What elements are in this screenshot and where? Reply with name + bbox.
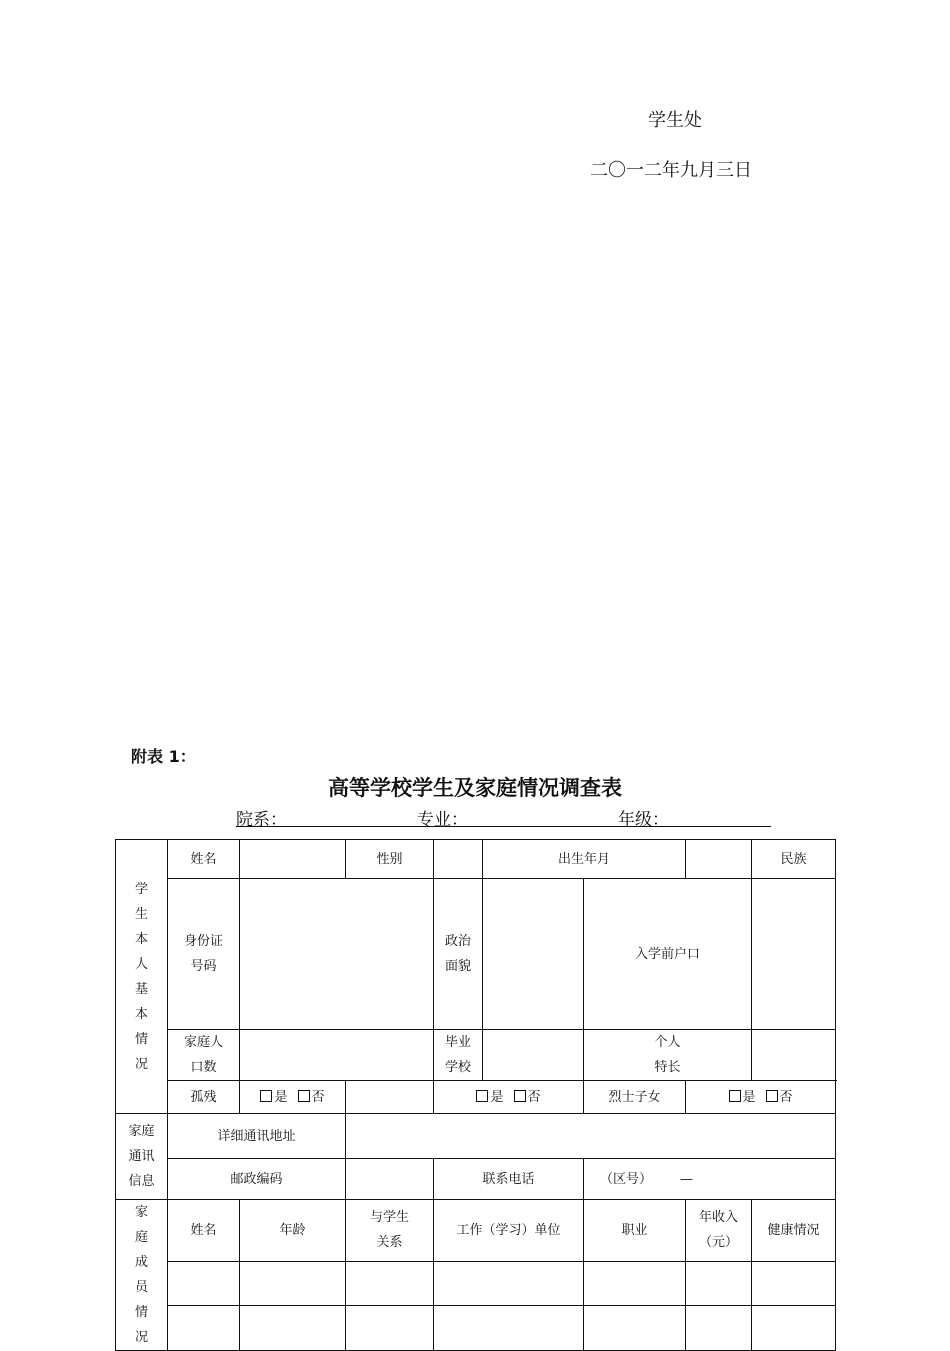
martyr-no-checkbox[interactable] bbox=[766, 1090, 778, 1102]
member-relation-header bbox=[346, 1200, 434, 1262]
member-age-header: 年龄 bbox=[240, 1200, 346, 1262]
martyr-no-label: 否 bbox=[779, 1089, 793, 1105]
table-row bbox=[116, 1114, 836, 1159]
political-status-label-text: 政治面貌 bbox=[444, 934, 471, 974]
table-row bbox=[116, 840, 836, 879]
name-input[interactable] bbox=[240, 840, 346, 879]
martyr-yes-label: 是 bbox=[742, 1089, 756, 1105]
member-relation-header-text: 与学生关系 bbox=[369, 1210, 409, 1251]
table-row bbox=[116, 1261, 836, 1306]
birth-input[interactable] bbox=[686, 840, 752, 879]
specialty-label bbox=[584, 1030, 752, 1081]
table-row bbox=[116, 1081, 836, 1114]
household-registration-label: 入学前户口 bbox=[584, 879, 752, 1030]
graduated-school-input[interactable] bbox=[483, 1030, 584, 1081]
orphan-label: 孤残 bbox=[168, 1081, 240, 1114]
member-cell[interactable] bbox=[168, 1261, 240, 1306]
birth-label: 出生年月 bbox=[483, 840, 686, 879]
phone-label: 联系电话 bbox=[434, 1159, 584, 1200]
political-status-input[interactable] bbox=[483, 879, 584, 1030]
household-registration-input[interactable] bbox=[752, 879, 836, 1030]
major-label: 专业： bbox=[417, 810, 468, 830]
gender-label: 性别 bbox=[346, 840, 434, 879]
orphan-options[interactable] bbox=[240, 1081, 346, 1114]
table-row bbox=[116, 1159, 836, 1200]
form-title: 高等学校学生及家庭情况调查表 bbox=[328, 776, 622, 800]
member-cell[interactable] bbox=[240, 1261, 346, 1306]
member-cell[interactable] bbox=[346, 1261, 434, 1306]
disability-options[interactable] bbox=[434, 1081, 584, 1114]
section-members-label: 家庭成员情况 bbox=[134, 1205, 148, 1345]
area-code-label: （区号） bbox=[600, 1171, 653, 1187]
family-size-label bbox=[168, 1030, 240, 1081]
graduated-school-label-text: 毕业学校 bbox=[444, 1035, 471, 1075]
disability-no-label: 否 bbox=[527, 1089, 541, 1105]
phone-dash: — bbox=[680, 1171, 694, 1187]
orphan-no-checkbox[interactable] bbox=[298, 1090, 310, 1102]
appendix-label: 附表 1： bbox=[131, 747, 196, 766]
id-number-input[interactable] bbox=[240, 879, 434, 1030]
postcode-input[interactable] bbox=[346, 1159, 434, 1200]
orphan-no-label: 否 bbox=[311, 1089, 325, 1105]
family-size-input[interactable] bbox=[240, 1030, 434, 1081]
specialty-input[interactable] bbox=[752, 1030, 836, 1081]
section-student bbox=[116, 840, 168, 1114]
specialty-label-text: 个人特长 bbox=[654, 1035, 681, 1075]
disability-yes-checkbox[interactable] bbox=[476, 1090, 488, 1102]
member-name-header: 姓名 bbox=[168, 1200, 240, 1262]
department-label: 院系： bbox=[236, 810, 287, 830]
member-cell[interactable] bbox=[686, 1261, 752, 1306]
section-contact-label: 家庭通讯信息 bbox=[128, 1124, 155, 1189]
table-row bbox=[116, 879, 836, 1030]
martyr-yes-checkbox[interactable] bbox=[729, 1090, 741, 1102]
section-members bbox=[116, 1200, 168, 1351]
ethnicity-label: 民族 bbox=[752, 840, 836, 879]
member-work-unit-header: 工作（学习）单位 bbox=[434, 1200, 584, 1262]
id-number-label bbox=[168, 879, 240, 1030]
id-number-label-text: 身份证号码 bbox=[183, 934, 223, 974]
table-row bbox=[116, 1200, 836, 1262]
family-size-label-text: 家庭人口数 bbox=[183, 1035, 223, 1075]
phone-input[interactable] bbox=[584, 1159, 836, 1200]
section-student-label: 学生本人基本情况 bbox=[134, 881, 148, 1072]
political-status-label bbox=[434, 879, 483, 1030]
section-contact bbox=[116, 1114, 168, 1200]
martyr-child-options[interactable] bbox=[686, 1081, 836, 1114]
member-cell[interactable] bbox=[434, 1261, 584, 1306]
member-cell[interactable] bbox=[752, 1261, 836, 1306]
address-input[interactable] bbox=[346, 1114, 836, 1159]
member-income-header-text: 年收入（元） bbox=[699, 1210, 739, 1251]
blank-cell bbox=[346, 1081, 434, 1114]
issue-date: 二〇一二年九月三日 bbox=[590, 160, 752, 181]
member-health-header: 健康情况 bbox=[752, 1200, 836, 1262]
disability-no-checkbox[interactable] bbox=[514, 1090, 526, 1102]
name-label: 姓名 bbox=[168, 840, 240, 879]
graduated-school-label bbox=[434, 1030, 483, 1081]
orphan-yes-checkbox[interactable] bbox=[260, 1090, 272, 1102]
postcode-label: 邮政编码 bbox=[168, 1159, 346, 1200]
grade-label: 年级： bbox=[618, 810, 669, 830]
gender-input[interactable] bbox=[434, 840, 483, 879]
orphan-yes-label: 是 bbox=[274, 1089, 288, 1105]
disability-yes-label: 是 bbox=[490, 1089, 504, 1105]
issuer-office: 学生处 bbox=[648, 110, 702, 131]
form-meta-line bbox=[236, 806, 771, 830]
survey-table bbox=[115, 839, 836, 1351]
martyr-child-label: 烈士子女 bbox=[584, 1081, 686, 1114]
member-cell[interactable] bbox=[584, 1261, 686, 1306]
member-occupation-header: 职业 bbox=[584, 1200, 686, 1262]
table-row bbox=[116, 1030, 836, 1081]
member-income-header bbox=[686, 1200, 752, 1262]
address-label: 详细通讯地址 bbox=[168, 1114, 346, 1159]
